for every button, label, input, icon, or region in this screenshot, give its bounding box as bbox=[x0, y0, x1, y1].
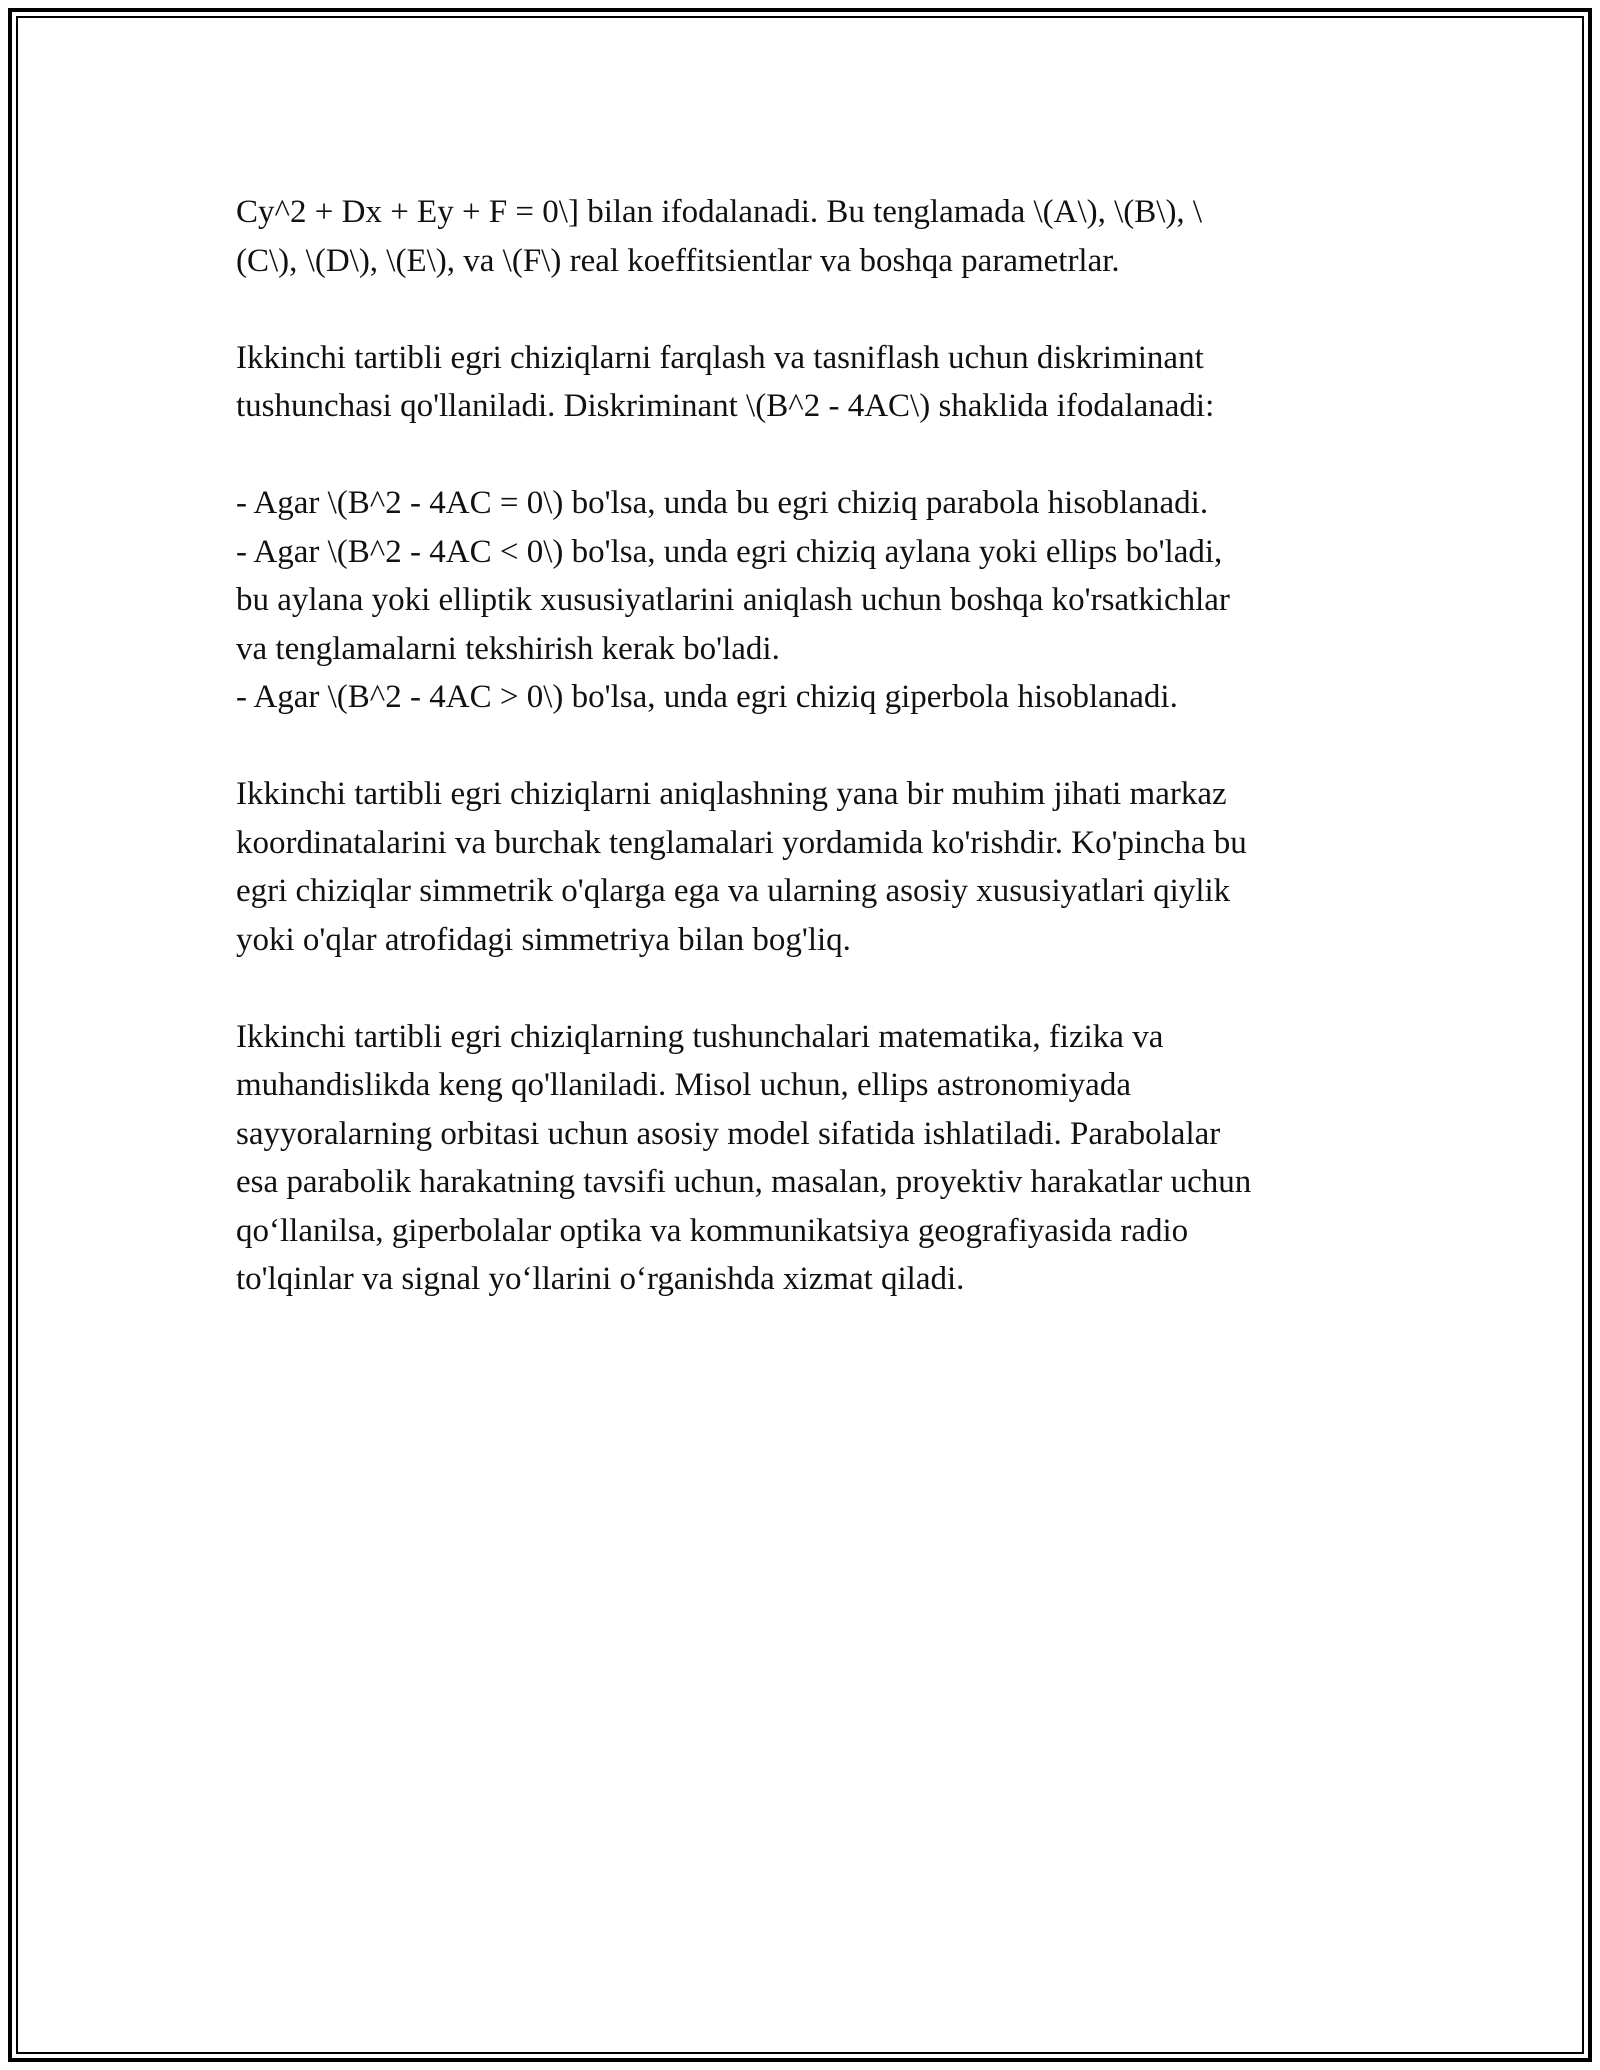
text-line: qo‘llanilsa, giperbolalar optika va kommunikatsiya geografiyasida radio bbox=[236, 1212, 1189, 1249]
text-line: Ikkinchi tartibli egri chiziqlarni farqlash va tasniflash uchun diskriminant bbox=[236, 339, 1204, 376]
text-line: yoki o'qlar atrofidagi simmetriya bilan bog'liq. bbox=[236, 921, 851, 958]
text-line: Cy^2 + Dx + Ey + F = 0\] bilan ifodalanadi. Bu tenglamada \(A\), \(B\), \ bbox=[236, 194, 1203, 230]
text-line: koordinatalarini va burchak tenglamalari yordamida ko'rishdir. Ko'pincha bu bbox=[236, 824, 1247, 861]
document-body bbox=[236, 188, 1386, 1352]
list-item: - Agar \(B^2 - 4AC < 0\) bo'lsa, unda egri chiziq aylana yoki ellips bo'ladi, bbox=[236, 533, 1223, 570]
text-line: va tenglamalarni tekshirish kerak bo'ladi. bbox=[236, 630, 780, 667]
text-line: bu aylana yoki elliptik xususiyatlarini aniqlash uchun boshqa ko'rsatkichlar bbox=[236, 582, 1230, 618]
text-line: Ikkinchi tartibli egri chiziqlarning tushunchalari matematika, fizika va bbox=[236, 1018, 1164, 1055]
list-item: - Agar \(B^2 - 4AC = 0\) bo'lsa, unda bu egri chiziq parabola hisoblanadi. bbox=[236, 485, 1209, 521]
text-line: sayyoralarning orbitasi uchun asosiy model sifatida ishlatiladi. Parabolalar bbox=[236, 1115, 1221, 1152]
text-line: to'lqinlar va signal yo‘llarini o‘rganishda xizmat qiladi. bbox=[236, 1261, 965, 1297]
text-line: esa parabolik harakatning tavsifi uchun, masalan, proyektiv harakatlar uchun bbox=[236, 1164, 1252, 1200]
paragraph-cases-list bbox=[236, 479, 1386, 722]
text-line: egri chiziqlar simmetrik o'qlarga ega va ularning asosiy xususiyatlari qiylik bbox=[236, 873, 1231, 909]
paragraph-general-equation bbox=[236, 188, 1386, 285]
paragraph-applications bbox=[236, 1013, 1386, 1304]
text-line: tushunchasi qo'llaniladi. Diskriminant \(B^2 - 4AC\) shaklida ifodalanadi: bbox=[236, 388, 1215, 424]
list-item: - Agar \(B^2 - 4AC > 0\) bo'lsa, unda egri chiziq giperbola hisoblanadi. bbox=[236, 679, 1178, 715]
paragraph-discriminant bbox=[236, 334, 1386, 431]
paragraph-symmetry bbox=[236, 770, 1386, 964]
text-line: muhandislikda keng qo'llaniladi. Misol uchun, ellips astronomiyada bbox=[236, 1067, 1131, 1103]
text-line: (C\), \(D\), \(E\), va \(F\) real koeffitsientlar va boshqa parametrlar. bbox=[236, 242, 1120, 279]
text-line: Ikkinchi tartibli egri chiziqlarni aniqlashning yana bir muhim jihati markaz bbox=[236, 776, 1227, 812]
